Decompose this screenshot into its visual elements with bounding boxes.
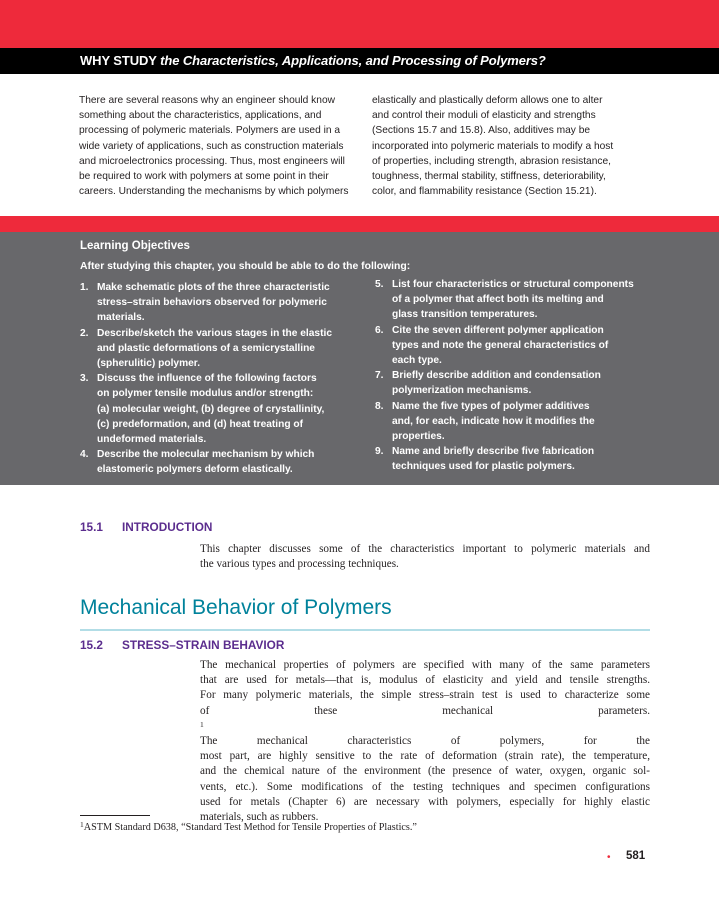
section-heading-introduction: [80, 520, 212, 534]
objective-item: [375, 277, 665, 323]
objective-line: each type.: [392, 355, 442, 367]
section-title: STRESS–STRAIN BEHAVIOR: [122, 638, 285, 652]
objective-item: [80, 326, 368, 372]
footnote-text: ASTM Standard D638, “Standard Test Method for Tensile Properties of Plastics.”: [83, 822, 417, 833]
paragraph-line: [200, 704, 650, 750]
objective-line: elastomeric polymers deform elastically.: [97, 464, 293, 476]
footnote-reference[interactable]: 1: [200, 719, 204, 729]
objective-line: and plastic deformations of a semicrystalline: [97, 342, 315, 354]
objective-text: [392, 277, 634, 323]
objective-text: [392, 368, 601, 398]
objective-item: [80, 371, 368, 447]
objective-line: Briefly describe addition and condensation: [392, 370, 601, 382]
objective-line: Cite the seven different polymer application: [392, 324, 604, 336]
heading-rule: [80, 629, 650, 631]
paragraph-line: For many polymeric materials, the simple stress–strain test is used to characterize some: [200, 689, 650, 702]
page-number: 581: [626, 850, 646, 862]
objective-line: undeformed materials.: [97, 434, 207, 446]
paragraph-line: that are used for metals—that is, modulus of elasticity and yield and tensile strengths.: [200, 674, 650, 687]
paragraph-line: most part, are highly sensitive to the rate of deformation (strain rate), the temperature,: [200, 750, 650, 763]
paragraph-line: vents, etc.). Some modifications of the testing techniques and specimen configurations: [200, 780, 650, 793]
objective-line: polymerization mechanisms.: [392, 385, 532, 397]
learning-objectives-heading: Learning Objectives: [80, 240, 190, 252]
main-heading: Mechanical Behavior of Polymers: [80, 596, 392, 619]
objective-number: 7.: [375, 370, 384, 382]
objective-line: and, for each, indicate how it modifies the: [392, 415, 595, 427]
objective-number: 8.: [375, 400, 384, 412]
objective-line: types and note the general characteristics of: [392, 339, 609, 351]
objective-line: of a polymer that affect both its melting and: [392, 294, 604, 306]
learning-objectives-left-list: [80, 280, 368, 478]
why-left-line: There are several reasons why an engineer should know: [79, 95, 335, 106]
why-right-line: color, and flammability resistance (Section 15.21).: [372, 186, 597, 198]
section-number: 15.1: [80, 520, 103, 534]
learning-objectives-red-band: [0, 216, 719, 232]
objective-text: [97, 447, 314, 477]
objective-line: Name the five types of polymer additives: [392, 400, 590, 412]
objective-item: [80, 280, 368, 326]
objective-item: [80, 447, 368, 477]
why-left-line: something about the characteristics, applications, and: [79, 110, 322, 122]
paragraph-line: the various types and processing techniques.: [200, 558, 399, 571]
section-heading-stress-strain: [80, 638, 284, 652]
objective-number: 4.: [80, 449, 89, 461]
objective-line: Discuss the influence of the following factors: [97, 373, 317, 385]
page-bullet-icon: •: [607, 852, 611, 863]
objective-text: [97, 280, 330, 326]
why-study-title-rest: the Characteristics, Applications, and Processing of Polymers?: [160, 53, 546, 68]
objective-item: [375, 399, 665, 445]
objective-line: techniques used for plastic polymers.: [392, 461, 575, 473]
why-right-line: elastically and plastically deform allows one to alter: [372, 95, 603, 106]
stress-strain-paragraph: [200, 658, 650, 825]
why-right-line: of properties, including strength, abrasion resistance,: [372, 155, 611, 167]
objective-number: 3.: [80, 373, 89, 385]
objective-item: [375, 368, 665, 398]
paragraph-line: The mechanical properties of polymers are specified with many of the same parameters: [200, 659, 650, 671]
why-right-line: toughness, thermal stability, stiffness, deteriorability,: [372, 171, 606, 183]
why-left-line: be required to work with polymers at some point in their: [79, 171, 329, 183]
objective-number: 9.: [375, 446, 384, 458]
why-study-right-column: [372, 93, 654, 199]
objective-number: 1.: [80, 282, 89, 293]
footnote-rule: [80, 815, 150, 816]
why-right-line: and control their moduli of elasticity and strengths: [372, 110, 596, 122]
objective-line: Name and briefly describe five fabrication: [392, 446, 595, 458]
paragraph-fragment: of these mechanical parameters.: [200, 704, 650, 717]
learning-objectives-intro: After studying this chapter, you should be able to do the following:: [80, 261, 411, 272]
paragraph-line: used for metals (Chapter 6) are necessary with polymers, especially for highly elastic: [200, 795, 650, 808]
paragraph-line: This chapter discusses some of the characteristics important to polymeric materials and: [200, 543, 650, 555]
header-red-band: [0, 0, 719, 48]
objective-line: on polymer tensile modulus and/or strength:: [97, 388, 314, 400]
objective-text: [97, 326, 332, 372]
objective-line: properties.: [392, 431, 445, 443]
objective-number: 5.: [375, 279, 384, 290]
objective-text: [97, 371, 324, 447]
why-left-line: careers. Understanding the mechanisms by which polymers: [79, 186, 349, 198]
footnote-marker: 1: [80, 820, 84, 829]
section-title: INTRODUCTION: [122, 520, 213, 534]
objective-text: [392, 323, 608, 369]
why-left-line: processing of polymeric materials. Polymers are used in a: [79, 125, 341, 137]
objective-line: List four characteristics or structural components: [392, 279, 634, 290]
objective-text: [392, 399, 595, 445]
objective-number: 2.: [80, 327, 89, 339]
paragraph-line: and the chemical nature of the environment (the presence of water, oxygen, organic sol-: [200, 765, 650, 778]
objective-line: (spherulitic) polymer.: [97, 358, 201, 370]
why-left-line: and microelectronics processing. Thus, most engineers will: [79, 155, 345, 167]
learning-objectives-right-list: [375, 277, 665, 475]
section-number: 15.2: [80, 638, 103, 652]
objective-line: Make schematic plots of the three characteristic: [97, 282, 330, 293]
why-left-line: wide variety of applications, such as construction materials: [79, 140, 344, 152]
objective-line: (a) molecular weight, (b) degree of crystallinity,: [97, 403, 325, 415]
objective-line: materials.: [97, 312, 145, 324]
footnote: [80, 822, 417, 833]
objective-text: [392, 444, 594, 474]
objective-item: [375, 444, 665, 474]
objective-line: Describe/sketch the various stages in the elastic: [97, 327, 332, 339]
why-right-line: (Sections 15.7 and 15.8). Also, additives may be: [372, 125, 591, 137]
paragraph-fragment: The mechanical characteristics of polymers, for the: [200, 735, 650, 748]
paragraph-line: materials, such as rubbers.: [200, 811, 319, 824]
why-study-title-lead: WHY STUDY: [80, 53, 157, 68]
introduction-paragraph: [200, 542, 650, 572]
objective-line: stress–strain behaviors observed for polymeric: [97, 297, 327, 309]
why-right-line: incorporated into polymeric materials to modify a host: [372, 140, 614, 152]
objective-line: (c) predeformation, and (d) heat treating of: [97, 418, 304, 430]
objective-line: Describe the molecular mechanism by which: [97, 449, 315, 461]
why-study-title: [80, 53, 546, 68]
objective-item: [375, 323, 665, 369]
objective-line: glass transition temperatures.: [392, 309, 538, 321]
why-study-left-column: [79, 93, 361, 199]
objective-number: 6.: [375, 324, 384, 336]
